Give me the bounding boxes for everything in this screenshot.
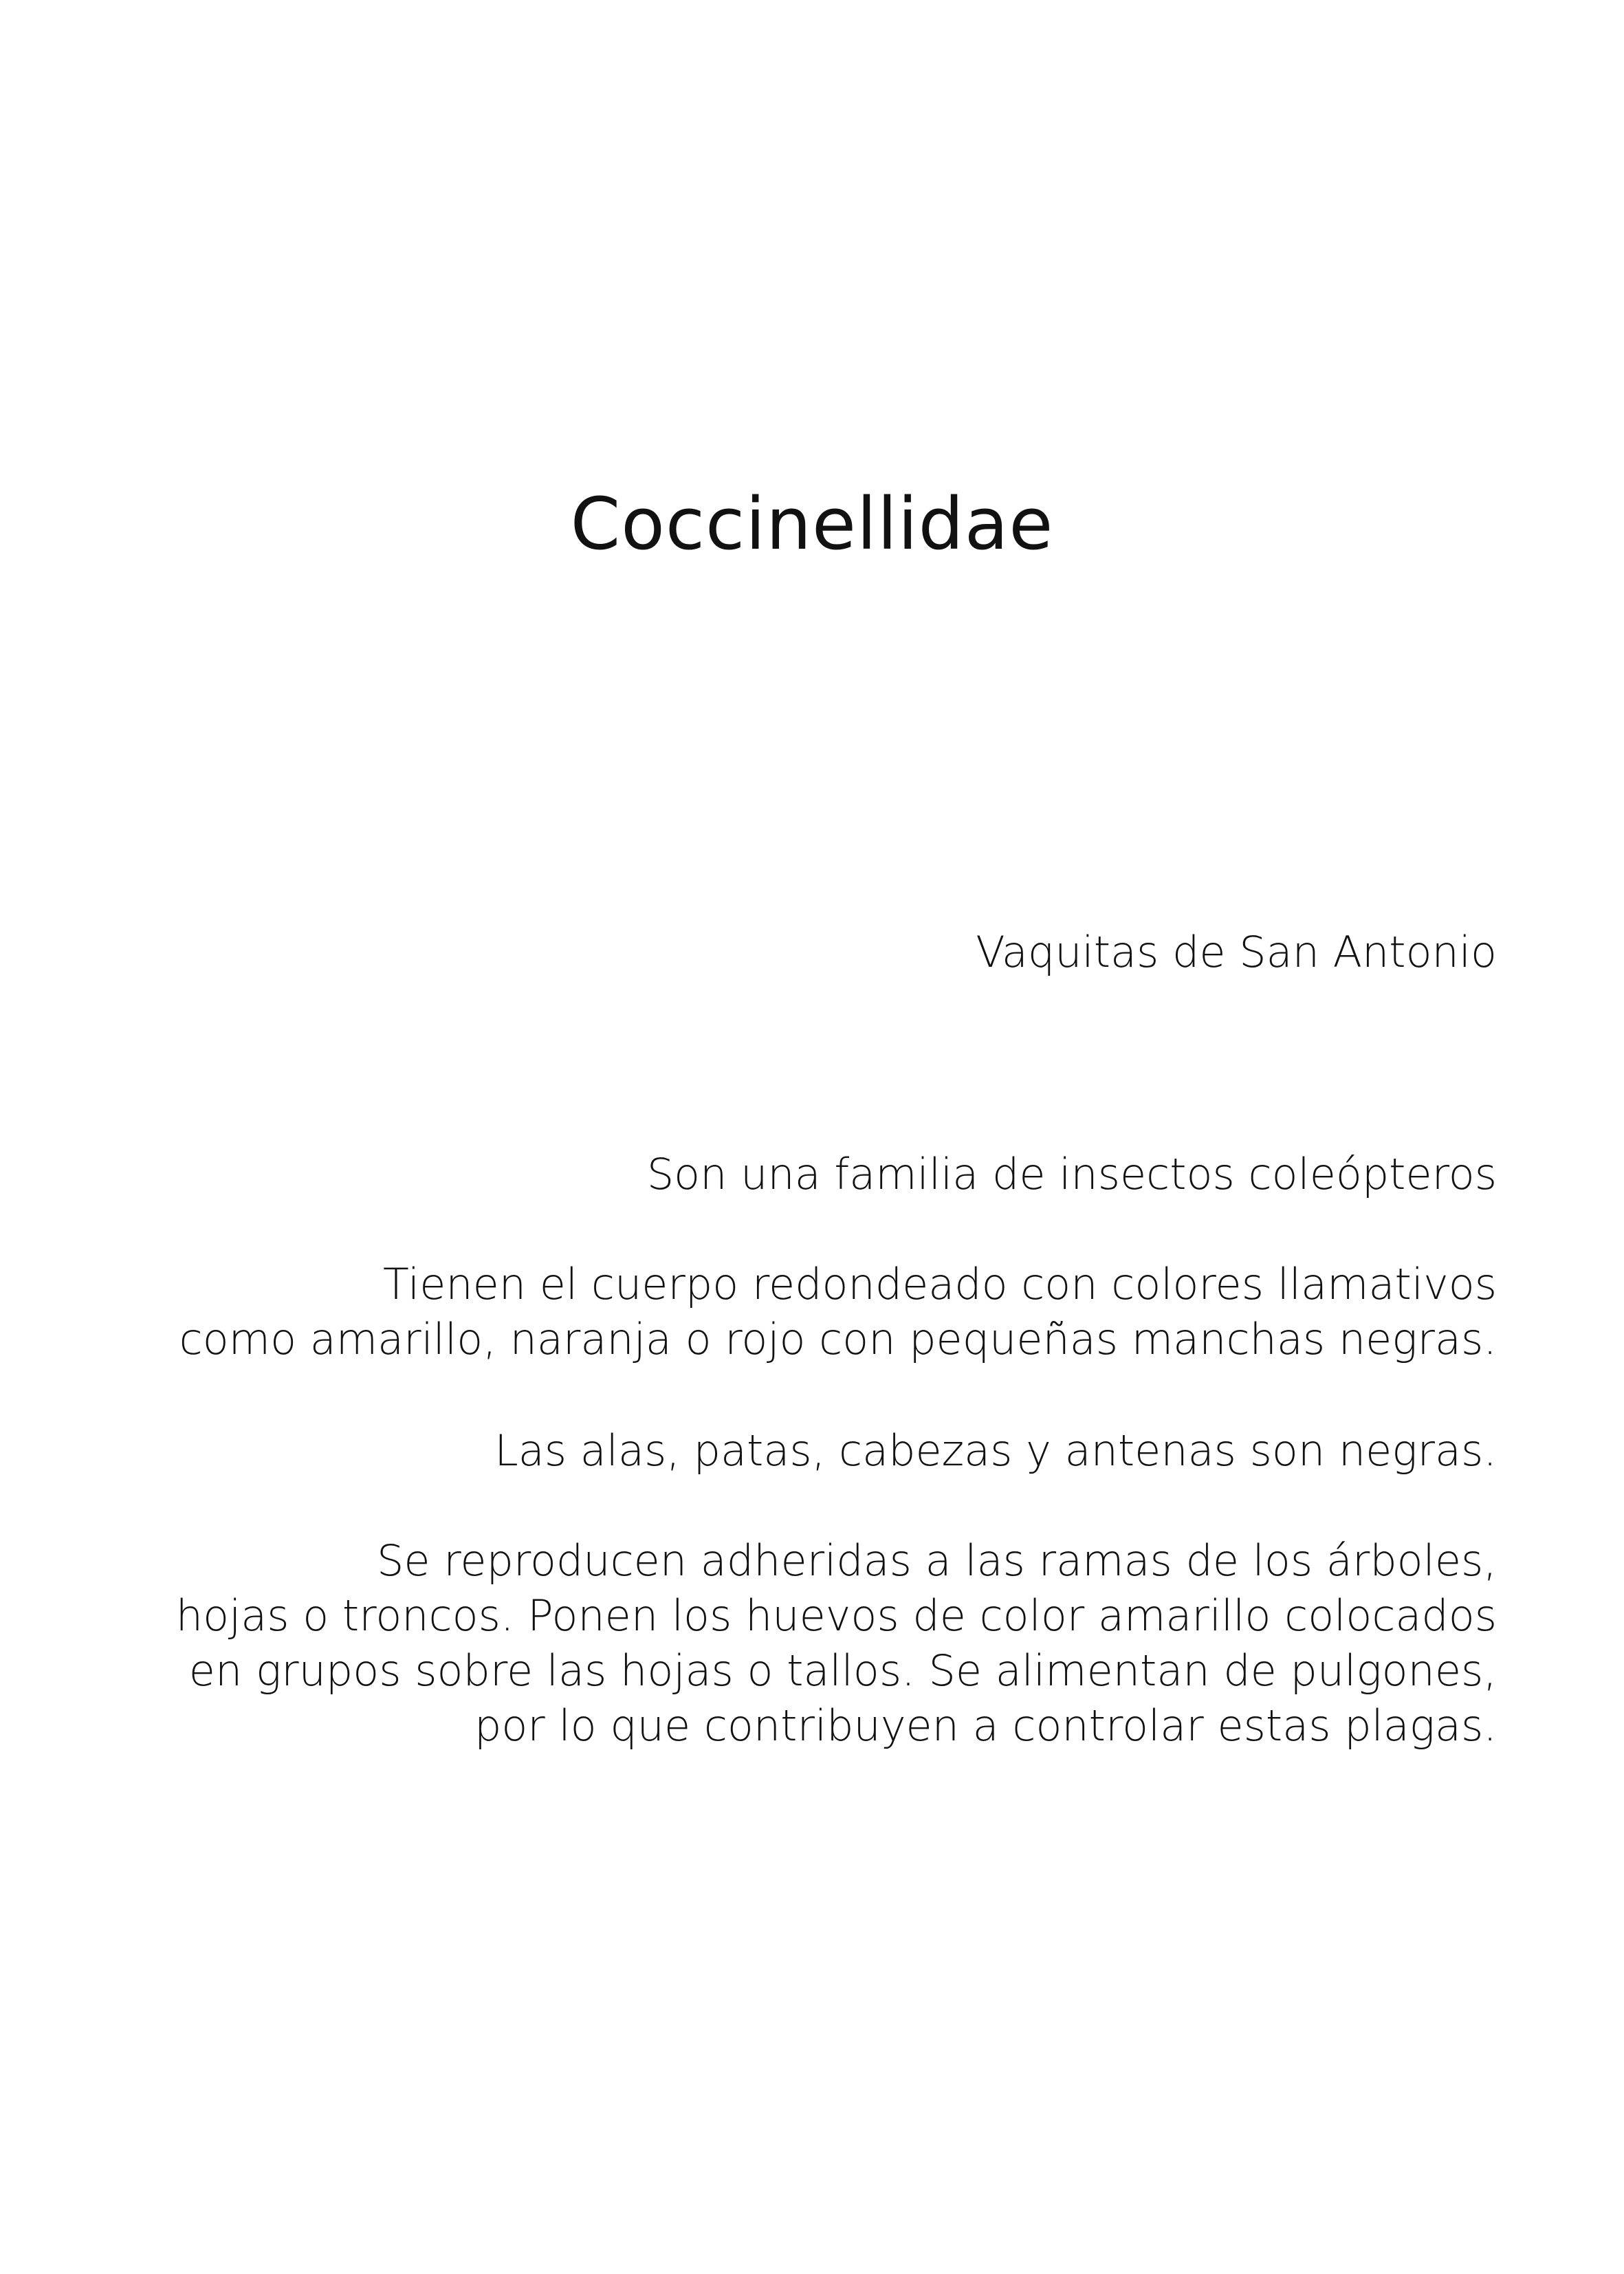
paragraph-line: Las alas, patas, cabezas y antenas son negras. bbox=[494, 1425, 1497, 1476]
paragraph-body-parts bbox=[122, 1423, 1497, 1478]
common-name-subtitle bbox=[122, 925, 1497, 980]
paragraph-line: como amarillo, naranja o rojo con pequeñas manchas negras. bbox=[179, 1314, 1497, 1364]
paragraph-reproduction bbox=[122, 1533, 1497, 1753]
paragraph-line: Son una familia de insectos coleópteros bbox=[646, 1149, 1497, 1199]
paragraph-appearance bbox=[122, 1257, 1497, 1367]
paragraph-classification bbox=[122, 1147, 1497, 1202]
paragraph-line: hojas o troncos. Ponen los huevos de color amarillo colocados bbox=[175, 1590, 1497, 1641]
paragraph-line: Se reproducen adheridas a las ramas de los árboles, bbox=[377, 1535, 1497, 1586]
page-title: Coccinellidae bbox=[570, 482, 1054, 566]
subtitle-line: Vaquitas de San Antonio bbox=[976, 927, 1497, 977]
paragraph-line: Tienen el cuerpo redondeado con colores llamativos bbox=[383, 1259, 1497, 1309]
paragraph-line: por lo que contribuyen a controlar estas plagas. bbox=[474, 1701, 1497, 1751]
paragraph-line: en grupos sobre las hojas o tallos. Se alimentan de pulgones, bbox=[188, 1646, 1497, 1696]
